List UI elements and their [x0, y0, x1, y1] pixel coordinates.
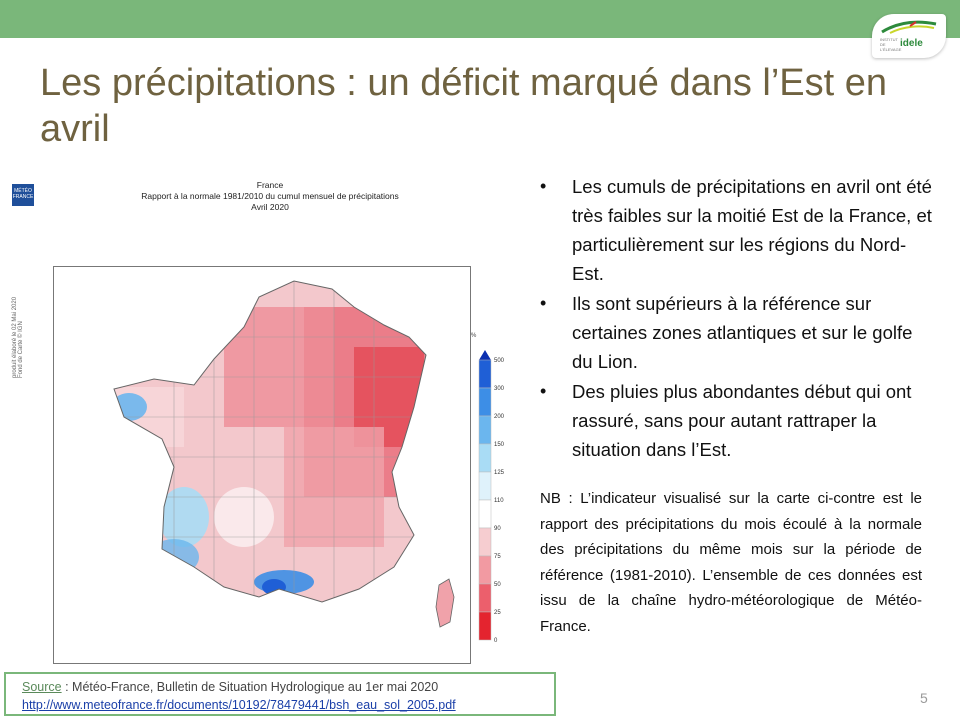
- source-citation: [22, 680, 438, 694]
- scale-color-swatch: [479, 556, 491, 584]
- scale-tick-label: 500: [494, 358, 505, 364]
- map-credit-line: Fond de Carte © IGN: [18, 321, 24, 378]
- color-scale-legend: [478, 348, 508, 658]
- idele-logo: [872, 14, 946, 58]
- scale-tick-label: 0: [494, 638, 498, 644]
- scale-tick-label: 125: [494, 470, 505, 476]
- map-credit-line: produit élaboré le 02 Mai 2020: [12, 296, 18, 378]
- scale-tick-label: 150: [494, 442, 505, 448]
- scale-color-swatch: [479, 472, 491, 500]
- logo-swoosh-icon: [880, 20, 938, 34]
- map-title-line: Rapport à la normale 1981/2010 du cumul mensuel de précipitations: [141, 191, 399, 201]
- bullet-text: Des pluies plus abondantes début qui ont rassuré, sans pour autant rattraper la situation dans l’Est.: [572, 381, 912, 460]
- source-url-link[interactable]: http://www.meteofrance.fr/documents/10192/78479441/bsh_eau_sol_2005.pdf: [22, 698, 456, 712]
- scale-color-swatch: [479, 444, 491, 472]
- bullet-item: [538, 172, 938, 288]
- scale-tick-label: 25: [494, 610, 501, 616]
- scale-color-swatch: [479, 360, 491, 388]
- scale-color-swatch: [479, 528, 491, 556]
- precipitation-map: [10, 178, 520, 662]
- logo-text: idele: [900, 38, 923, 49]
- logo-small-text: INSTITUT DE L'ÉLEVAGE: [880, 37, 902, 52]
- slide-title: Les précipitations : un déficit marqué dans l’Est en avril: [40, 62, 888, 150]
- scale-tick-label: 50: [494, 582, 501, 588]
- scale-tick-label: 90: [494, 526, 501, 532]
- scale-color-swatch: [479, 612, 491, 640]
- scale-tick-label: 300: [494, 386, 505, 392]
- map-credit: [12, 297, 24, 378]
- scale-color-swatch: [479, 416, 491, 444]
- bullet-item: [538, 377, 938, 464]
- bullet-icon: •: [540, 176, 547, 196]
- scale-color-swatch: [479, 500, 491, 528]
- scale-color-swatch: [479, 584, 491, 612]
- scale-arrow-icon: [479, 350, 491, 360]
- map-title-line: Avril 2020: [251, 202, 289, 212]
- bullet-list: [538, 172, 938, 465]
- bullet-item: [538, 289, 938, 376]
- scale-tick-label: 75: [494, 554, 501, 560]
- page-number: 5: [920, 690, 928, 706]
- source-box: [4, 672, 556, 716]
- source-label-link[interactable]: Source: [22, 680, 62, 694]
- map-title: [70, 180, 470, 213]
- scale-color-swatch: [479, 388, 491, 416]
- map-frame: [53, 266, 471, 664]
- top-accent-bar: [0, 0, 960, 38]
- map-title-line: France: [256, 180, 284, 190]
- scale-tick-label: 200: [494, 414, 505, 420]
- source-text: : Météo-France, Bulletin de Situation Hydrologique au 1er mai 2020: [61, 680, 439, 694]
- bullet-icon: •: [540, 381, 547, 401]
- nb-note: NB : L’indicateur visualisé sur la carte ci-contre est le rapport des précipitations du mois écoulé à la normale des précipitations du même mois sur la période de référence (1981-2010). L’ensemble de ces données est issu de la chaîne hydro-météorologique de Météo-France.: [540, 490, 922, 635]
- bullet-icon: •: [540, 293, 547, 313]
- scale-tick-label: 110: [494, 498, 504, 504]
- scale-unit-label: %: [471, 333, 477, 339]
- meteo-france-logo: MÉTÉO FRANCE: [12, 184, 34, 206]
- france-map-graphic: [54, 267, 470, 663]
- bullet-text: Les cumuls de précipitations en avril ont été très faibles sur la moitié Est de la France, et particulièrement sur les régions du Nord-Est.: [572, 176, 932, 284]
- bullet-text: Ils sont supérieurs à la référence sur certaines zones atlantiques et sur le golfe du Lion.: [572, 293, 913, 372]
